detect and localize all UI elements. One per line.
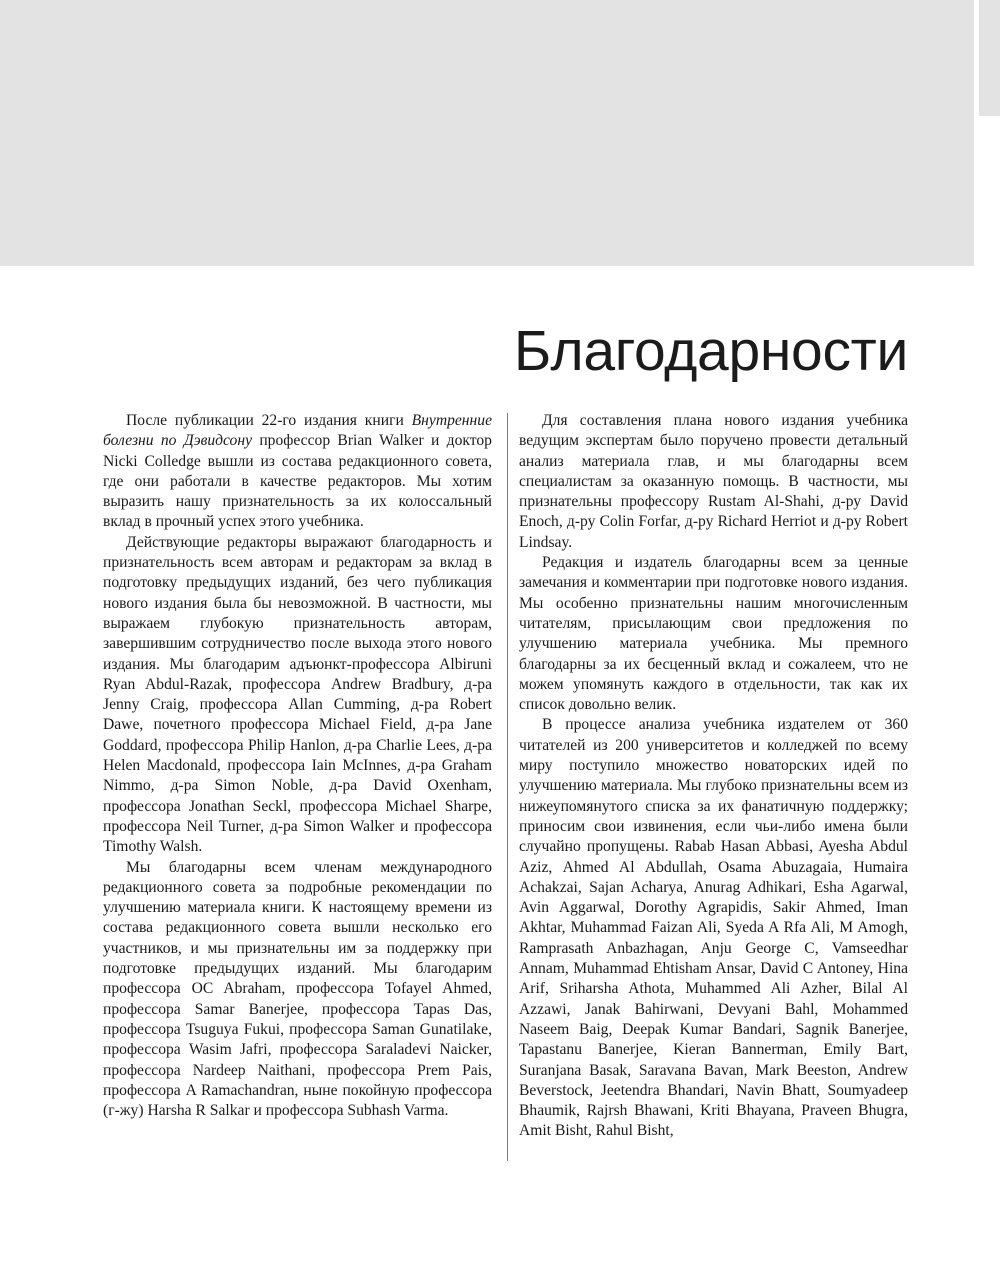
paragraph: Для составления плана нового издания учебника ведущим экспертам было поручено провести детальный анализ материала глав, и мы благодарны всем специалистам за оказанную помощь. В частности, мы признательны профессору Rustam Al-Shahi, д-ру David Enoch, д-ру Colin Forfar, д-ру Richard Herriot и д-ру Robert Lindsay. — [519, 412, 908, 551]
book-title-italic: Внутренние болезни по Дэвидсону — [103, 412, 492, 450]
left-column — [103, 411, 492, 1121]
right-column — [519, 411, 908, 1142]
paragraph: Редакция и издатель благодарны всем за ценные замечания и комментарии при подготовке нового издания. Мы особенно признательны нашим многочисленным читателям, присылающим свои предложения по улучшению материала учебника. Мы премного благодарны за их бесценный вклад и сожалеем, что не можем упомянуть каждого в отдельности, так как их список довольно велик. — [519, 554, 908, 714]
paragraph-text: профессор Brian Walker и доктор Nicki Colledge вышли из состава редакционного совета, где они работали в качестве редакторов. Мы хотим выразить нашу признательность за их колоссальный вклад в прочный успех этого учебника. — [103, 432, 492, 531]
paragraph: Мы благодарны всем членам международного редакционного совета за подробные рекомендации по улучшению материала книги. К настоящему времени из состава редакционного совета вышли несколько его участников, и мы признательны им за поддержку при подготовке предыдущих изданий. Мы благодарим профессора OC Abraham, профессора Tofayel Ahmed, профессора Samar Banerjee, профессора Tapas Das, профессора Tsuguya Fukui, профессора Saman Gunatilake, профессора Wasim Jafri, профессора Saraladevi Naicker, профессора Nardeep Naithani, профессора Prem Pais, профессора A Ramachandran, ныне покойную профессора (г-жу) Harsha R Salkar и профессора Subhash Varma. — [103, 858, 492, 1120]
paragraph: В процессе анализа учебника издателем от 360 читателей из 200 университетов и колледжей по всему миру поступило множество новаторских идей по улучшению материала. Мы глубоко признательны всем из нижеупомянутого списка за их фанатичную поддержку; приносим свои извинения, если чьи-либо имена были случайно пропущены. Rabab Hasan Abbasi, Ayesha Abdul Aziz, Ahmed Al Abdullah, Osama Abuzagaia, Humaira Achakzai, Sajan Acharya, Anurag Adhikari, Esha Agarwal, Avin Aggarwal, Dorothy Agrapidis, Sakir Ahmed, Iman Akhtar, Muhammad Faizan Ali, Syeda A Rfa Ali, M Amogh, Ramprasath Anbazhagan, Anju George C, Vamseedhar Annam, Muhammad Ehtisham Ansar, David C Antoney, Hina Arif, Sriharsha Athota, Muhammed Ali Azher, Bilal Al Azzawi, Janak Bahirwani, Devyani Bahl, Mohammed Naseem Baig, Deepak Kumar Bandari, Sagnik Banerjee, Tapastanu Banerjee, Kieran Bannerman, Emily Bart, Suranjana Basak, Saravana Bavan, Mark Beeston, Andrew Beverstock, Jeetendra Bhandari, Navin Bhatt, Soumyadeep Bhaumik, Rajrsh Bhawani, Kriti Bhayana, Praveen Bhugra, Amit Bisht, Rahul Bisht, — [519, 716, 908, 1140]
page-title: Благодарности — [513, 319, 908, 383]
paragraph: Действующие редакторы выражают благодарность и признательность всем авторам и редакторам за вклад в подготовку предыдущих изданий, без чего публикация нового издания была бы невозможной. В частности, мы выражаем глубокую признательность авторам, завершившим сотрудничество после выхода этого нового издания. Мы благодарим адъюнкт-профессора Albiruni Ryan Abdul-Razak, профессора Andrew Bradbury, д-ра Jenny Craig, профессора Allan Cumming, д-ра Robert Dawe, почетного профессора Michael Field, д-ра Jane Goddard, профессора Philip Hanlon, д-ра Charlie Lees, д-ра Helen Macdonald, профессора Iain McInnes, д-ра Graham Nimmo, д-ра Simon Noble, д-ра David Oxenham, профессора Jonathan Seckl, профессора Michael Sharpe, профессора Neil Turner, д-ра Simon Walker и профессора Timothy Walsh. — [103, 533, 492, 856]
column-divider — [507, 413, 508, 1161]
page-edge-tab — [979, 0, 1000, 116]
paragraph — [103, 411, 492, 533]
paragraph-text: После публикации 22-го издания книги — [126, 412, 412, 429]
header-gray-band — [0, 0, 974, 266]
